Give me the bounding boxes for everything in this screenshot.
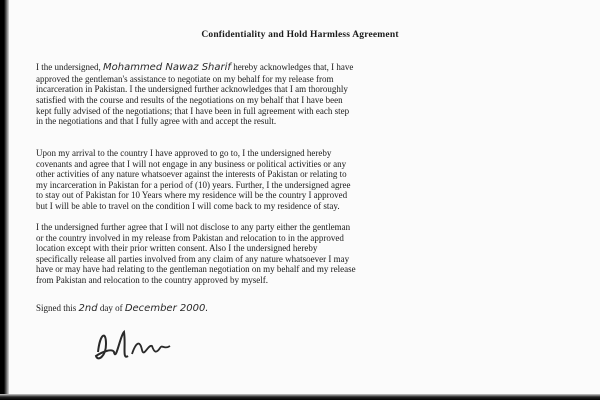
- paragraph-acknowledgement: [36, 62, 592, 127]
- paragraph-line: in the negotiations and that I fully agree with and accept the result.: [36, 116, 277, 127]
- paragraph-line: kept fully advised of the negotiations; that I have been in full agreement with each step: [36, 105, 350, 116]
- signed-date-line: Signed this 2nd day of December 2000.: [36, 303, 209, 314]
- paragraph-line: other activities of any nature whatsoever against the interests of Pakistan or relating to: [36, 169, 347, 180]
- paragraph-line: location except with their prior written consent. Also I the undersigned hereby: [36, 243, 318, 254]
- handwritten-month-year: December 2000.: [124, 303, 209, 314]
- paragraph-covenants: [36, 148, 592, 212]
- paragraph-line: satisfied with the course and results of the negotiations on my behalf that I have been: [36, 95, 343, 106]
- handwritten-day: 2nd: [78, 303, 98, 314]
- handwritten-name: Mohammed Nawaz Sharif: [102, 62, 231, 73]
- paragraph-nondisclosure: [36, 222, 592, 286]
- paragraph-line: to stay out of Pakistan for 10 Years where my residence will be the country I approved: [36, 190, 348, 201]
- signature-scribble: [92, 322, 182, 370]
- scan-edge-left: [0, 0, 9, 400]
- paragraph-line: approved the gentleman's assistance to negotiate on my behalf for my release from: [36, 73, 334, 84]
- paragraph-line: have or may have had relating to the gentleman negotiation on my behalf and my release: [36, 264, 356, 275]
- paragraph-line: but I will be able to travel on the condition I will come back to my residence of stay.: [36, 201, 340, 212]
- paragraph-line: I the undersigned further agree that I will not disclose to any party either the gentleman: [36, 222, 351, 232]
- paragraph-line: specifically release all parties involved from any claim of any nature whatsoever I may: [36, 253, 350, 264]
- paragraph-line: from Pakistan and relocation to the country approved by myself.: [36, 275, 268, 286]
- paragraph-line: or the country involved in my release from Pakistan and relocation to in the approved: [36, 232, 344, 243]
- paragraph-line: Upon my arrival to the country I have approved to go to, I the undersigned hereby: [36, 148, 332, 158]
- paragraph-line: incarceration in Pakistan. I the undersigned further acknowledges that I am thoroughly: [36, 84, 348, 95]
- paragraph-line: my incarceration in Pakistan for a period of (10) years. Further, I the undersigned agree: [36, 179, 351, 190]
- paragraph-line: covenants and agree that I will not engage in any business or political activities or any: [36, 158, 347, 169]
- scan-edge-bottom: [0, 394, 600, 400]
- document-title: Confidentiality and Hold Harmless Agreement: [201, 30, 399, 40]
- paragraph-line: I the undersigned, Mohammed Nawaz Sharif hereby acknowledges that, I have: [36, 62, 354, 73]
